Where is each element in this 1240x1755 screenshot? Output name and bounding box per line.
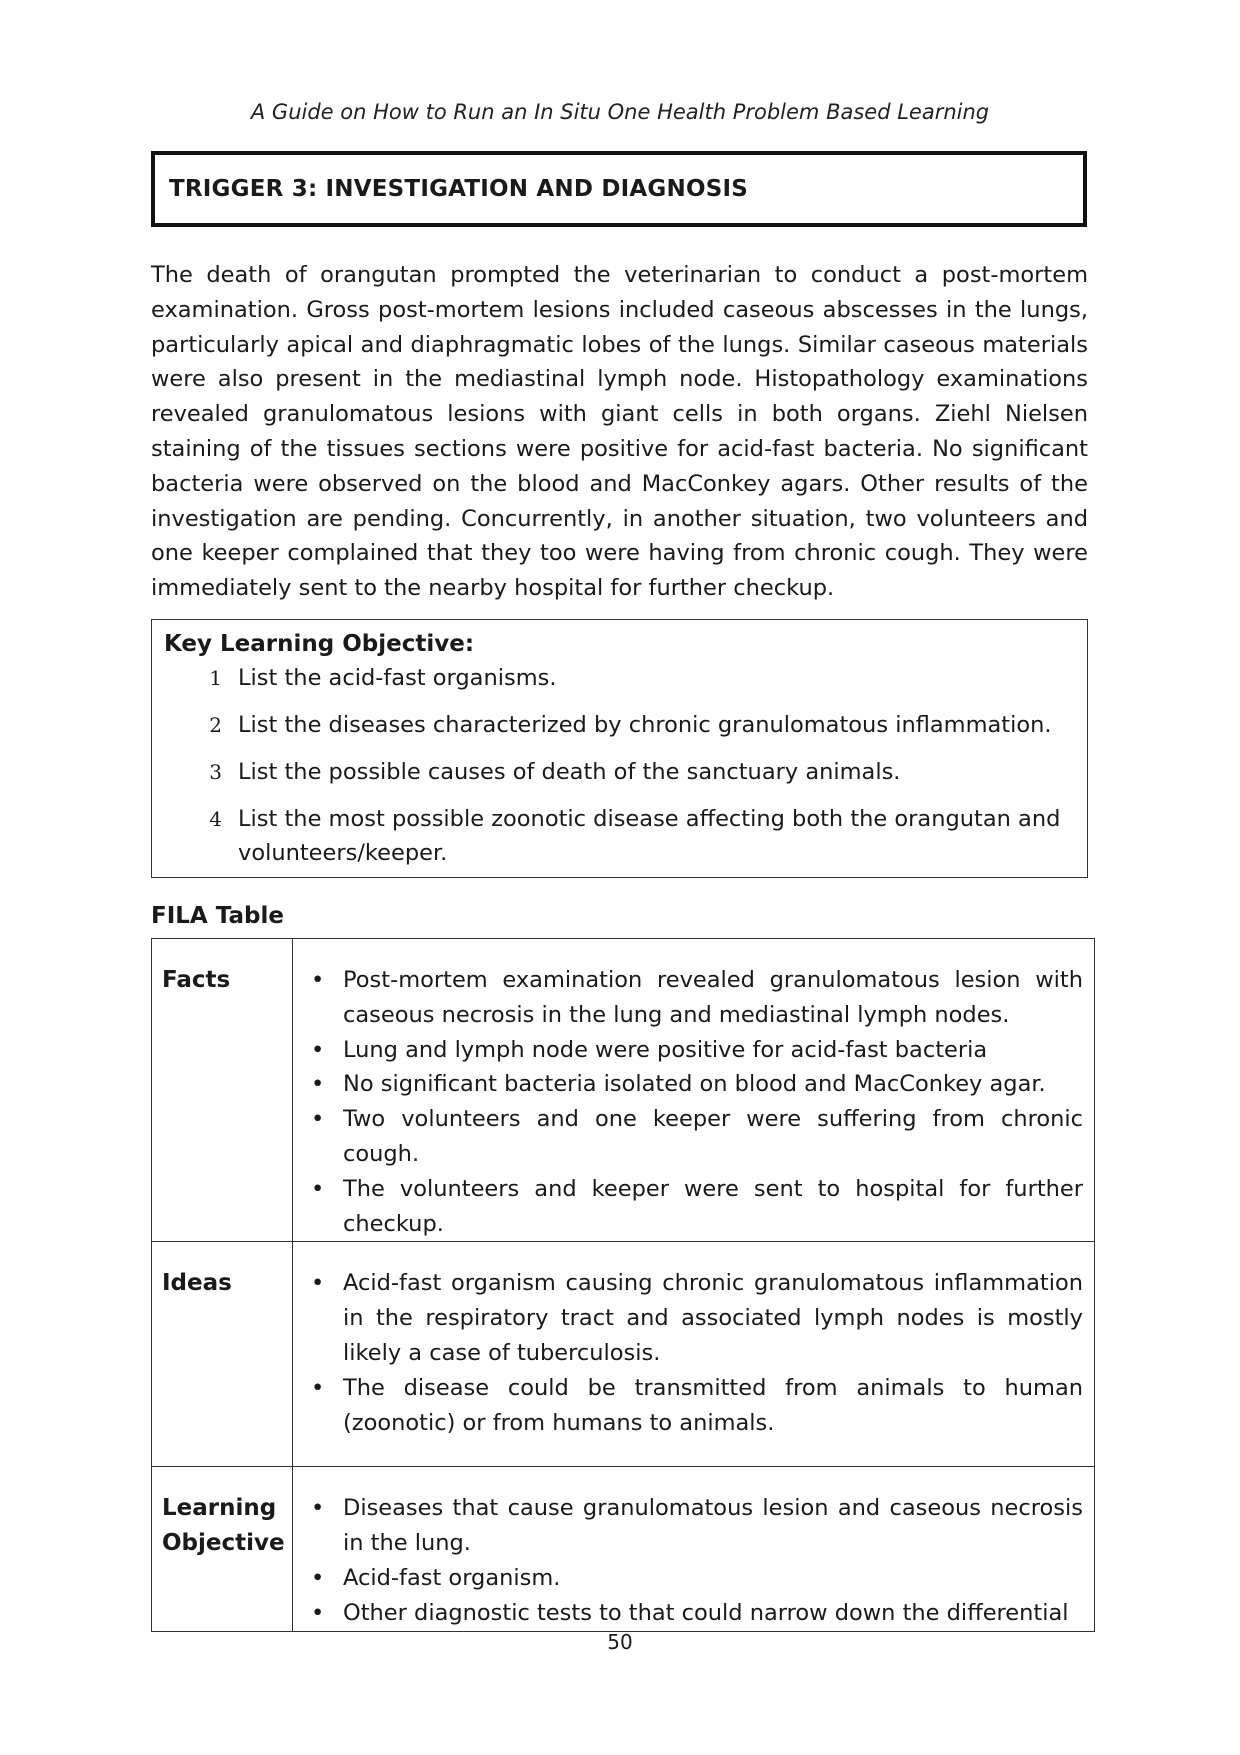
objective-item	[164, 802, 1075, 870]
fila-row-learning-objective	[152, 1467, 1095, 1631]
bullet-text: Acid-fast organism.	[343, 1564, 561, 1591]
bullet-item	[309, 1561, 1083, 1596]
bullet-text: The volunteers and keeper were sent to hospital for further checkup.	[343, 1175, 1083, 1237]
bullet-item	[309, 963, 1083, 1033]
key-learning-objective-box	[151, 619, 1088, 878]
running-header: A Guide on How to Run an In Situ One Health Problem Based Learning	[250, 100, 990, 124]
bullet-list	[309, 1266, 1083, 1440]
objective-heading: Key Learning Objective:	[164, 631, 475, 657]
fila-table-heading: FILA Table	[151, 903, 284, 929]
bullet-text: Two volunteers and one keeper were suffering from chronic cough.	[343, 1106, 1083, 1167]
bullet-text: The disease could be transmitted from animals to human (zoonotic) or from humans to animals.	[343, 1374, 1083, 1436]
bullet-item	[309, 1266, 1083, 1370]
bullet-icon: •	[311, 1495, 325, 1522]
objective-list	[164, 661, 1075, 870]
row-label-ideas: Ideas	[152, 1242, 293, 1467]
bullet-item	[309, 1102, 1083, 1172]
fila-table	[151, 938, 1095, 1632]
objective-number: 2	[209, 713, 222, 737]
row-body-facts	[293, 939, 1095, 1242]
objective-text: List the most possible zoonotic disease affecting both the orangutan and volunteers/keeper.	[238, 806, 1061, 866]
trigger-title: TRIGGER 3: INVESTIGATION AND DIAGNOSIS	[169, 176, 748, 202]
row-body-ideas	[293, 1242, 1095, 1467]
objective-text: List the acid-fast organisms.	[238, 665, 557, 691]
objective-number: 3	[209, 760, 222, 784]
bullet-icon: •	[311, 1564, 325, 1591]
objective-number: 1	[209, 666, 222, 690]
bullet-text: No significant bacteria isolated on blood and MacConkey agar.	[343, 1071, 1046, 1098]
bullet-text: Lung and lymph node were positive for acid-fast bacteria	[343, 1036, 988, 1063]
bullet-icon: •	[311, 1071, 325, 1098]
objective-item	[164, 755, 1075, 789]
bullet-icon: •	[311, 1374, 325, 1401]
fila-row-facts	[152, 939, 1095, 1242]
bullet-item	[309, 1371, 1083, 1441]
bullet-icon: •	[311, 1270, 325, 1297]
objective-number: 4	[209, 807, 222, 831]
objective-item	[164, 708, 1075, 742]
objective-text: List the diseases characterized by chronic granulomatous inflammation.	[238, 712, 1052, 738]
bullet-text: Diseases that cause granulomatous lesion and caseous necrosis in the lung.	[343, 1495, 1083, 1557]
bullet-item	[309, 1067, 1083, 1102]
bullet-icon: •	[311, 1036, 325, 1063]
objective-item	[164, 661, 1075, 695]
bullet-list	[309, 963, 1083, 1241]
bullet-item	[309, 1491, 1083, 1561]
bullet-list	[309, 1491, 1083, 1630]
bullet-icon: •	[311, 1599, 325, 1626]
page-number: 50	[607, 1630, 633, 1654]
bullet-item	[309, 1596, 1083, 1631]
bullet-text: Acid-fast organism causing chronic granulomatous inflammation in the respiratory tract and associated lymph nodes is mostly likely a case of tuberculosis.	[343, 1270, 1083, 1366]
bullet-item	[309, 1033, 1083, 1068]
row-body-learning-objective	[293, 1467, 1095, 1631]
bullet-text: Post-mortem examination revealed granulomatous lesion with caseous necrosis in the lung and mediastinal lymph nodes.	[343, 967, 1083, 1028]
row-label-learning-objective: Learning Objective	[152, 1467, 293, 1631]
bullet-item	[309, 1172, 1083, 1242]
bullet-text: Other diagnostic tests to that could narrow down the differential	[343, 1599, 1069, 1626]
bullet-icon: •	[311, 1175, 325, 1202]
intro-paragraph: The death of orangutan prompted the veterinarian to conduct a post-mortem examination. Gross post-mortem lesions included caseous abscesses in the lungs, particularly apical and diaphragmatic lobes of the lungs. Similar caseous materials were also present in the mediastinal lymph node. Histopathology examinations revealed granulomatous lesions with giant cells in both organs. Ziehl Nielsen staining of the tissues sections were positive for acid-fast bacteria. No significant bacteria were observed on the blood and MacConkey agars. Other results of the investigation are pending. Concurrently, in another situation, two volunteers and one keeper complained that they too were having from chronic cough. They were immediately sent to the nearby hospital for further checkup.	[151, 262, 1088, 602]
bullet-icon: •	[311, 1106, 325, 1133]
trigger-title-box	[151, 151, 1087, 227]
bullet-icon: •	[311, 967, 325, 993]
row-label-facts: Facts	[152, 939, 293, 1242]
fila-row-ideas	[152, 1242, 1095, 1467]
objective-text: List the possible causes of death of the sanctuary animals.	[238, 759, 901, 785]
